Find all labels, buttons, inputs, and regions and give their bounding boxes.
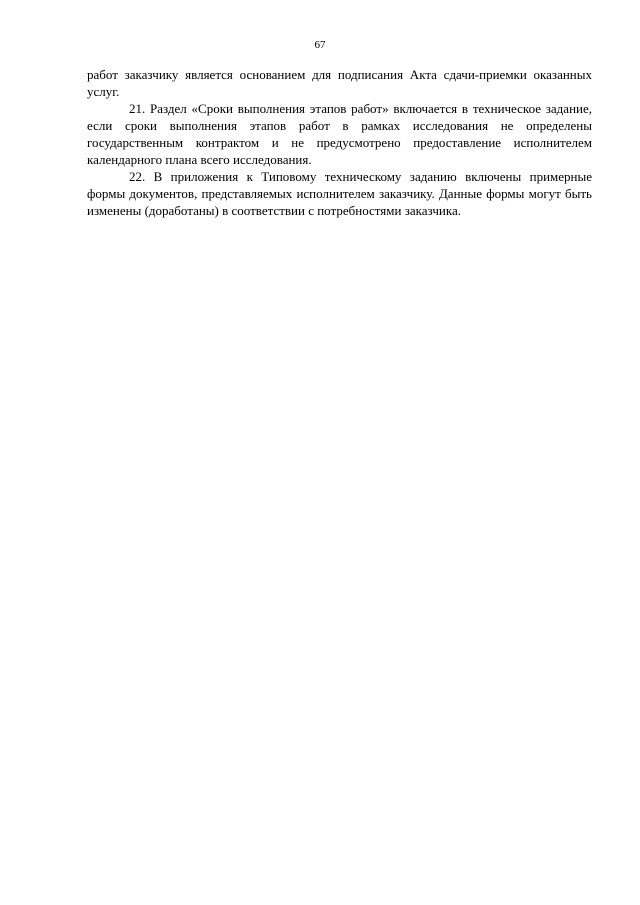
paragraph-22: 22. В приложения к Типовому техническому заданию включены примерные формы документов, представляемых исполнителем заказчику. Данные формы могут быть изменены (доработаны) в соответствии с потребностями заказчика. [87, 169, 592, 218]
paragraph-continuation: работ заказчику является основанием для подписания Акта сдачи-приемки оказанных услуг. [87, 67, 592, 99]
page-number: 67 [314, 39, 326, 51]
paragraph-21: 21. Раздел «Сроки выполнения этапов работ» включается в техническое задание, если сроки выполнения этапов работ в рамках исследования не определены государственным контрактом и не предусмотрено предоставление исполнителем календарного плана всего исследования. [87, 101, 592, 167]
document-body [87, 66, 592, 219]
